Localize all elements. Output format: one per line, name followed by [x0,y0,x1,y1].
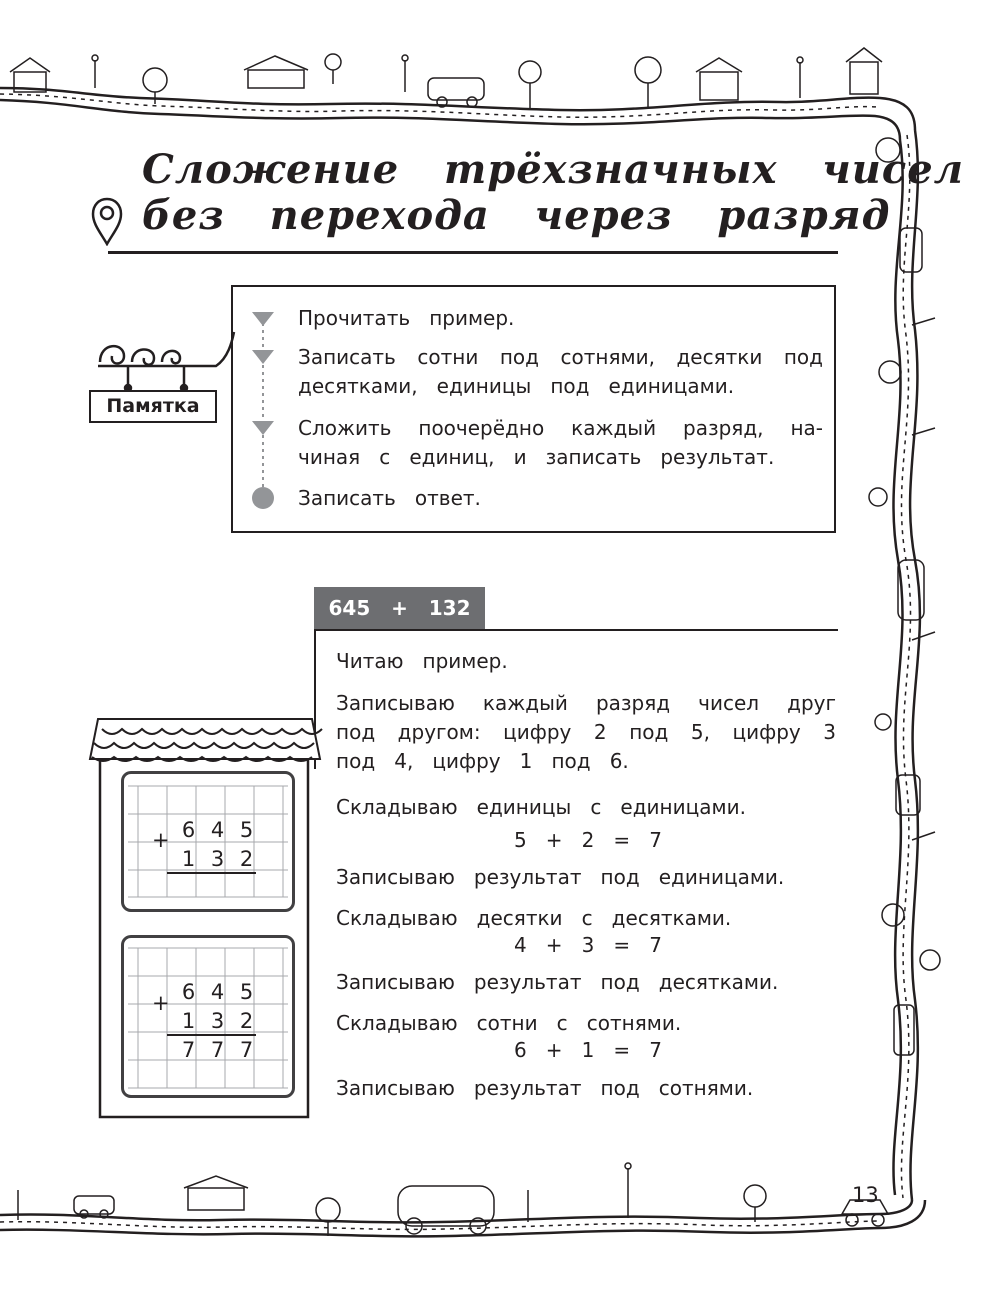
result-digit: 7 [181,1038,196,1062]
step-marker-4-icon [252,487,274,509]
result-digit: 7 [210,1038,225,1062]
digit: 4 [210,980,225,1004]
memo-step-4: Записать ответ. [298,486,481,510]
example-header: 645 + 132 [314,587,485,629]
digit: 2 [239,1009,254,1033]
digit: 1 [181,1009,196,1033]
step-markers [248,305,278,515]
digit: 3 [210,847,225,871]
example-add-tens: Складываю десятки с десятками. [336,906,732,930]
plus-sign: + [152,991,170,1015]
step-marker-2-icon [252,350,274,364]
example-write-units: Записываю результат под единицами. [336,865,785,889]
digit: 5 [239,980,254,1004]
memo-label: Памятка [89,390,217,423]
title-line-1: Сложение трёхзначных чисел [142,146,964,193]
digit: 4 [210,818,225,842]
digit: 3 [210,1009,225,1033]
step-marker-3-icon [252,421,274,435]
step-marker-1-icon [252,312,274,326]
example-add-units: Складываю единицы с единицами. [336,795,746,819]
digit: 6 [181,980,196,1004]
digit: 2 [239,847,254,871]
equation-tens: 4 + 3 = 7 [514,933,662,957]
page-number: 13 [852,1183,879,1207]
equation-hundreds: 6 + 1 = 7 [514,1038,662,1062]
title-line-2: без перехода через разряд [142,192,891,239]
example-write-hundreds: Записываю результат под сотнями. [336,1076,754,1100]
example-frame-top [314,629,838,631]
result-digit: 7 [239,1038,254,1062]
memo-step-2: Записать сотни под сотнями, десятки под десятками, единицы под единицами. [298,345,830,398]
memo-sign-ornament [96,328,236,392]
example-write-tens: Записываю результат под десятками. [336,970,779,994]
column-addition-card-2 [121,935,295,1098]
column-addition-card-1 [121,771,295,912]
digit: 5 [239,818,254,842]
plus-sign: + [152,828,170,852]
digit: 6 [181,818,196,842]
digit: 1 [181,847,196,871]
memo-step-3: Сложить поочерёдно каждый разряд, на-чиная с единиц, и записать результат. [298,416,823,469]
equation-units: 5 + 2 = 7 [514,828,662,852]
title-underline [108,251,838,254]
example-write-digits: Записываю каждый разряд чисел друг под другом: цифру 2 под 5, цифру 3 под 4, цифру 1 под 6. [336,691,843,773]
example-add-hundreds: Складываю сотни с сотнями. [336,1011,682,1035]
example-read: Читаю пример. [336,649,508,673]
memo-step-1: Прочитать пример. [298,306,515,330]
location-pin-icon [90,196,124,246]
